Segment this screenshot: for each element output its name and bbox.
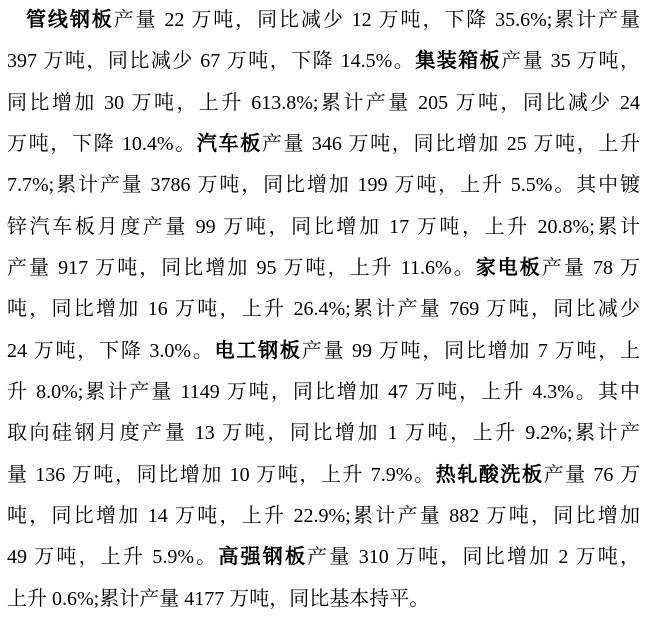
text-line <box>7 41 640 82</box>
product-term: 热轧酸洗板 <box>435 463 544 486</box>
text-segment: 产量 22 万吨，同比减少 12 万吨，下降 35.6%;累计产量 <box>113 9 640 31</box>
text-segment: 锌汽车板月度产量 99 万吨，同比增加 17 万吨，上升 20.8%;累计 <box>7 215 640 238</box>
text-line <box>7 496 640 537</box>
text-line <box>7 83 640 124</box>
text-segment: 产量 917 万吨，同比增加 95 万吨，上升 11.6%。 <box>7 256 476 279</box>
text-line <box>7 0 640 41</box>
text-line <box>7 579 640 620</box>
product-term: 家电板 <box>475 256 542 279</box>
text-line <box>7 289 640 330</box>
product-term: 集装箱板 <box>415 50 502 73</box>
text-line <box>7 331 640 372</box>
product-term: 汽车板 <box>196 132 262 155</box>
text-segment: 产量 99 万吨，同比增加 7 万吨，上 <box>301 339 640 362</box>
text-line <box>7 372 640 413</box>
text-segment: 吨，同比增加 14 万吨，上升 22.9%;累计产量 882 万吨，同比增加 <box>7 504 640 527</box>
text-segment: 升 8.0%;累计产量 1149 万吨，同比增加 47 万吨，上升 4.3%。其中 <box>7 380 640 403</box>
text-segment: 取向硅钢月度产量 13 万吨，同比增加 1 万吨，上升 9.2%;累计产 <box>7 422 640 445</box>
text-segment: 上升 0.6%;累计产量 4177 万吨，同比基本持平。 <box>7 587 430 610</box>
text-segment: 产量 76 万 <box>543 463 640 486</box>
text-line <box>7 124 640 165</box>
text-segment: 吨，同比增加 16 万吨，上升 26.4%;累计产量 769 万吨，同比减少 <box>7 298 640 321</box>
text-segment: 产量 35 万吨， <box>501 50 640 73</box>
text-line <box>7 537 640 578</box>
text-segment: 万吨，下降 10.4%。 <box>7 132 197 155</box>
text-segment: 产量 310 万吨，同比增加 2 万吨， <box>307 546 640 569</box>
text-line <box>7 248 640 289</box>
product-term: 电工钢板 <box>214 339 302 362</box>
text-segment: 同比增加 30 万吨，上升 613.8%;累计产量 205 万吨，同比减少 24 <box>7 91 640 114</box>
text-segment: 量 136 万吨，同比增加 10 万吨，上升 7.9%。 <box>7 463 436 486</box>
product-term: 高强钢板 <box>218 546 308 569</box>
text-segment: 49 万吨，上升 5.9%。 <box>7 546 219 569</box>
text-body <box>7 0 640 620</box>
text-line <box>7 165 640 206</box>
text-segment: 24 万吨，下降 3.0%。 <box>7 339 215 362</box>
text-segment: 7.7%;累计产量 3786 万吨，同比增加 199 万吨，上升 5.5%。其中镀 <box>7 174 640 197</box>
text-segment: 产量 78 万 <box>541 256 640 279</box>
text-segment: 397 万吨，同比减少 67 万吨，下降 14.5%。 <box>7 50 416 73</box>
text-line <box>7 413 640 454</box>
text-segment: 产量 346 万吨，同比增加 25 万吨，上升 <box>261 132 640 155</box>
text-line <box>7 207 640 248</box>
product-term: 管线钢板 <box>26 9 114 31</box>
text-line <box>7 455 640 496</box>
